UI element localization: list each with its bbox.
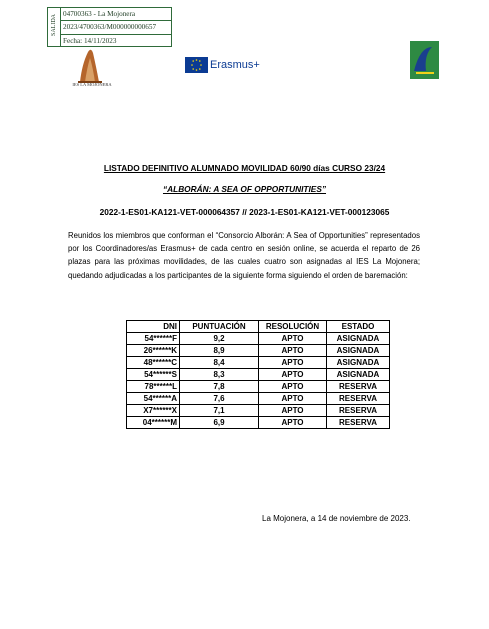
- table-row: [127, 357, 390, 369]
- cell-resolucion: APTO: [259, 417, 327, 429]
- cell-puntuacion: 7,8: [180, 381, 259, 393]
- results-table: [126, 320, 390, 429]
- cell-resolucion: APTO: [259, 369, 327, 381]
- registry-stamp: [47, 7, 172, 47]
- cell-dni: 48******C: [127, 357, 180, 369]
- eu-flag-icon: [185, 57, 208, 73]
- cell-estado: ASIGNADA: [327, 369, 390, 381]
- intro-paragraph: Reunidos los miembros que conforman el “Consorcio Alborán: A Sea of Opportunities” representados por los Coordinadores/as Erasmus+ de cada centro en sesión online, se acuerda el reparto de 26 plazas para las próximas movilidades, de las cuales cuatro son asignadas al IES La Mojonera; quedando adjudicadas a los participantes de la siguiente forma siguiendo el orden de baremación:: [68, 231, 420, 280]
- erasmus-plus-logo-text: Erasmus+: [210, 59, 260, 71]
- cell-dni: 26******K: [127, 345, 180, 357]
- stamp-office-line: 04700363 - La Mojonera: [61, 8, 171, 21]
- cell-puntuacion: 8,9: [180, 345, 259, 357]
- cell-puntuacion: 6,9: [180, 417, 259, 429]
- cell-estado: RESERVA: [327, 393, 390, 405]
- cell-dni: 54******A: [127, 393, 180, 405]
- cell-puntuacion: 8,4: [180, 357, 259, 369]
- cell-resolucion: APTO: [259, 393, 327, 405]
- cell-estado: ASIGNADA: [327, 357, 390, 369]
- cell-puntuacion: 8,3: [180, 369, 259, 381]
- project-subtitle: “ALBORÁN: A SEA OF OPPORTUNITIES”: [162, 184, 327, 194]
- table-row: [127, 393, 390, 405]
- table-row: [127, 417, 390, 429]
- stamp-side-label: SALIDA: [51, 14, 57, 36]
- document-title: LISTADO DEFINITIVO ALUMNADO MOVILIDAD 60/90 días CURSO 23/24: [103, 163, 386, 173]
- consortium-logo: [410, 41, 439, 79]
- cell-estado: ASIGNADA: [327, 345, 390, 357]
- cell-dni: X7******X: [127, 405, 180, 417]
- table-row: [127, 345, 390, 357]
- header-puntuacion: PUNTUACIÓN: [180, 321, 259, 333]
- cell-resolucion: APTO: [259, 357, 327, 369]
- cell-puntuacion: 7,1: [180, 405, 259, 417]
- header-estado: ESTADO: [327, 321, 390, 333]
- cell-puntuacion: 9,2: [180, 333, 259, 345]
- cell-resolucion: APTO: [259, 405, 327, 417]
- cell-dni: 78******L: [127, 381, 180, 393]
- cell-dni: 54******F: [127, 333, 180, 345]
- project-codes: 2022-1-ES01-KA121-VET-000064357 // 2023-1-ES01-KA121-VET-000123065: [99, 207, 390, 217]
- header-resolucion: RESOLUCIÓN: [259, 321, 327, 333]
- cell-estado: RESERVA: [327, 417, 390, 429]
- stamp-rows: [61, 8, 171, 46]
- stamp-registry-number: 2023/4700363/M000000000657: [61, 21, 171, 34]
- stamp-date: Fecha: 14/11/2023: [63, 36, 117, 45]
- cell-resolucion: APTO: [259, 345, 327, 357]
- closing-date-line: La Mojonera, a 14 de noviembre de 2023.: [262, 514, 411, 523]
- cell-estado: ASIGNADA: [327, 333, 390, 345]
- table-row: [127, 369, 390, 381]
- cell-dni: 04******M: [127, 417, 180, 429]
- cell-puntuacion: 7,6: [180, 393, 259, 405]
- table-row: [127, 333, 390, 345]
- table-row: [127, 405, 390, 417]
- header-dni: DNI: [127, 321, 180, 333]
- school-logo-caption: IES LA MOJONERA: [72, 82, 112, 87]
- cell-resolucion: APTO: [259, 381, 327, 393]
- cell-estado: RESERVA: [327, 405, 390, 417]
- cell-estado: RESERVA: [327, 381, 390, 393]
- cell-dni: 54******S: [127, 369, 180, 381]
- table-header-row: [127, 321, 390, 333]
- cell-resolucion: APTO: [259, 333, 327, 345]
- stamp-side-cell: [48, 8, 61, 46]
- table-row: [127, 381, 390, 393]
- results-table-wrapper: [126, 320, 390, 429]
